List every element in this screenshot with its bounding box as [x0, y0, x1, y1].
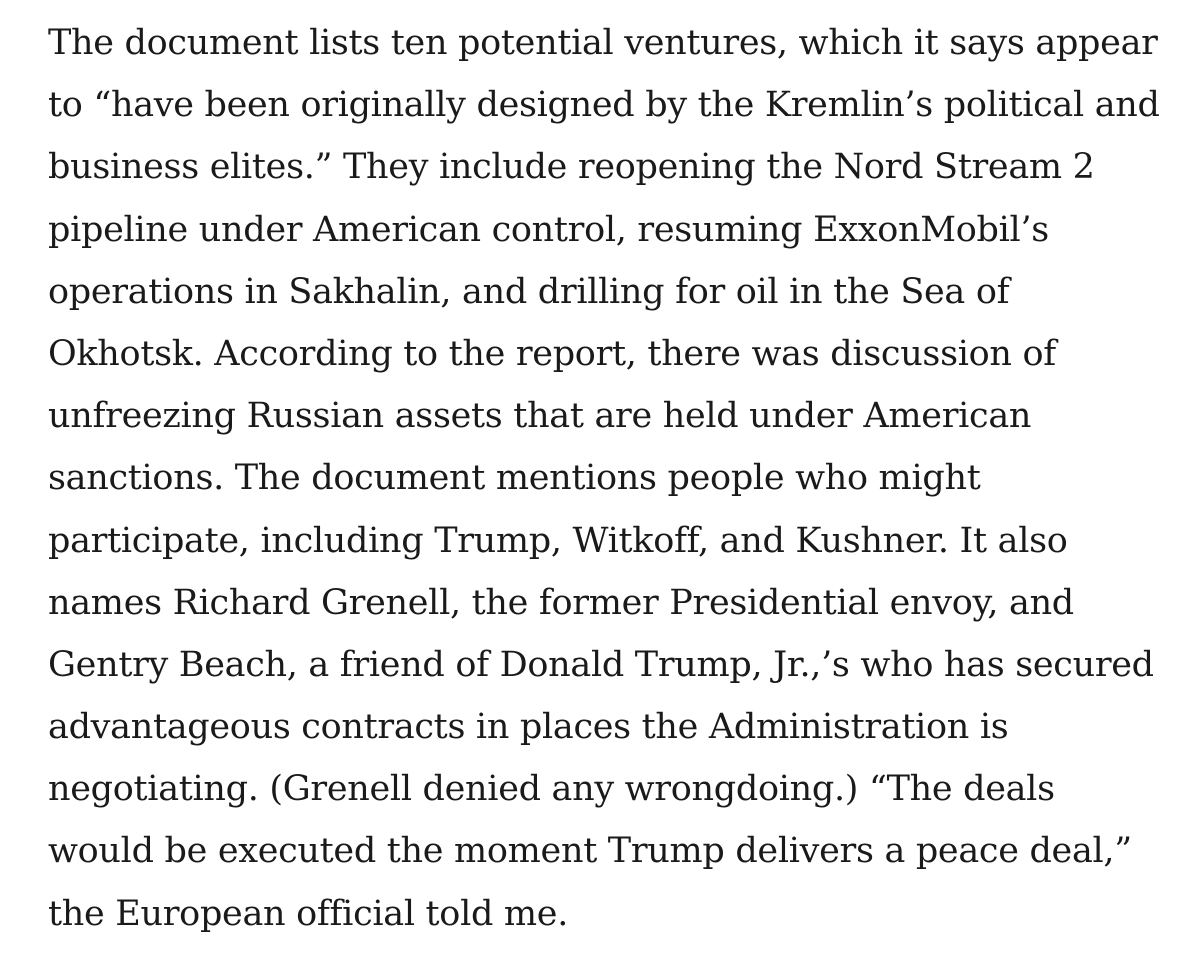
- article-paragraph: [48, 12, 1168, 945]
- paragraph-line: negotiating. (Grenell denied any wrongdoing.) “The deals: [48, 769, 1055, 810]
- paragraph-line: The document lists ten potential ventures, which it says appear: [48, 23, 1158, 63]
- paragraph-line: to “have been originally designed by the Kremlin’s political and: [48, 85, 1160, 126]
- paragraph-line: pipeline under American control, resuming ExxonMobil’s: [48, 209, 1049, 250]
- paragraph-line: Gentry Beach, a friend of Donald Trump, Jr.,’s who has secured: [48, 644, 1154, 685]
- paragraph-line: unfreezing Russian assets that are held under American: [48, 396, 1032, 437]
- paragraph-line: names Richard Grenell, the former Presidential envoy, and: [48, 582, 1074, 623]
- paragraph-line: would be executed the moment Trump delivers a peace deal,”: [48, 831, 1132, 872]
- paragraph-line: business elites.” They include reopening the Nord Stream 2: [48, 147, 1095, 188]
- paragraph-line: advantageous contracts in places the Administration is: [48, 707, 1009, 748]
- paragraph-line: participate, including Trump, Witkoff, and Kushner. It also: [48, 520, 1068, 561]
- paragraph-line: the European official told me.: [48, 893, 569, 934]
- paragraph-line: sanctions. The document mentions people who might: [48, 458, 981, 499]
- paragraph-line: operations in Sakhalin, and drilling for oil in the Sea of: [48, 271, 1010, 312]
- paragraph-line: Okhotsk. According to the report, there was discussion of: [48, 333, 1056, 374]
